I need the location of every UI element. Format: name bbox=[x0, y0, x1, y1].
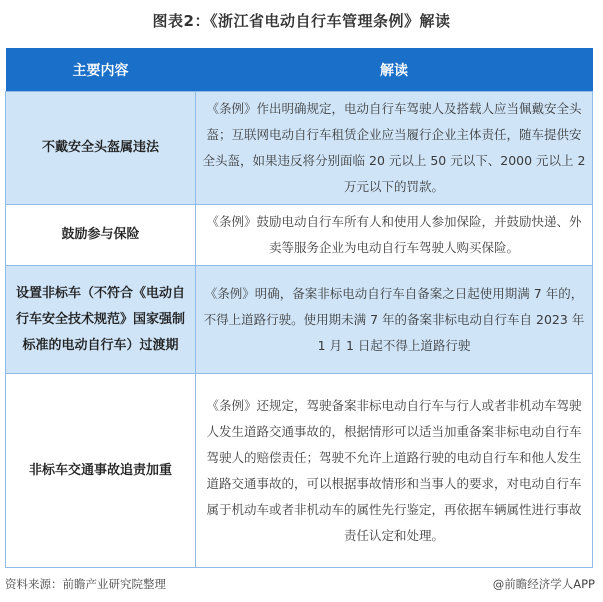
row-detail: 《条例》还规定，驾驶备案非标电动自行车与行人或者非机动车驾驶人发生道路交通事故的，根据情形可以适当加重备案非标电动自行车驾驶人的赔偿责任；驾驶不允许上道路行驶的电动自行车和他人发生道路交通事故的，可以根据事故情形和当事人的要求，对电动自行车属于机动车或者非机动车的属性先行鉴定，再依据车辆属性进行事故责任认定和处理。 bbox=[196, 374, 593, 568]
table-row bbox=[6, 266, 593, 374]
table-header-row bbox=[6, 48, 593, 92]
row-topic: 设置非标车（不符合《电动自行车安全技术规范》国家强制标准的电动自行车）过渡期 bbox=[6, 266, 196, 374]
table-row bbox=[6, 92, 593, 205]
table-row bbox=[6, 205, 593, 266]
header-main-content: 主要内容 bbox=[6, 48, 196, 92]
table-row bbox=[6, 374, 593, 568]
row-topic: 鼓励参与保险 bbox=[6, 205, 196, 266]
row-detail: 《条例》鼓励电动自行车所有人和使用人参加保险，并鼓励快递、外卖等服务企业为电动自行车驾驶人购买保险。 bbox=[196, 205, 593, 266]
header-interpretation: 解读 bbox=[196, 48, 593, 92]
row-detail: 《条例》明确，备案非标电动自行车自备案之日起使用期满 7 年的，不得上道路行驶。使用期未满 7 年的备案非标电动自行车自 2023 年 1 月 1 日起不得上道路行驶 bbox=[196, 266, 593, 374]
figure-title: 图表2：《浙江省电动自行车管理条例》解读 bbox=[152, 12, 451, 30]
credit-note: @前瞻经济学人APP bbox=[492, 577, 595, 591]
row-topic: 不戴安全头盔属违法 bbox=[6, 92, 196, 205]
regulation-table bbox=[5, 48, 593, 568]
row-topic: 非标车交通事故追责加重 bbox=[6, 374, 196, 568]
row-detail: 《条例》作出明确规定，电动自行车驾驶人及搭载人应当佩戴安全头盔；互联网电动自行车租赁企业应当履行企业主体责任，随车提供安全头盔，如果违反将分别面临 20 元以上 50 元以下、2000 元以上 2 万元以下的罚款。 bbox=[196, 92, 593, 205]
source-note: 资料来源：前瞻产业研究院整理 bbox=[5, 577, 166, 591]
